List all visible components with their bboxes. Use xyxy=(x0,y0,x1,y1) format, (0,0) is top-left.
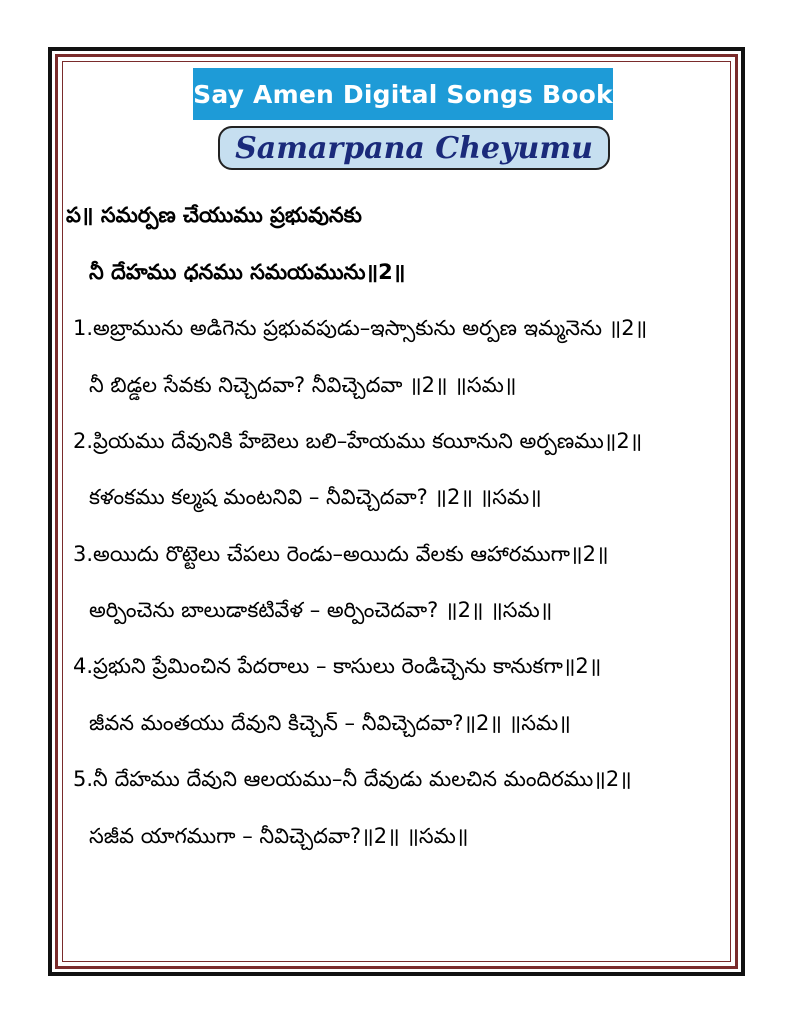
songs-book-banner: Say Amen Digital Songs Book xyxy=(193,68,613,120)
verse-3-line-1: 3.అయిదు రొట్టెలు చేపలు రెండు–అయిదు వేలకు ఆహారముగా॥2॥ xyxy=(73,542,609,566)
verse-5-line-1: 5.నీ దేహము దేవుని ఆలయము–నీ దేవుడు మలచిన మందిరము॥2॥ xyxy=(73,767,632,791)
verse-5-line-2: సజీవ యాగముగా – నీవిచ్చెదవా?॥2॥ ॥సమ॥ xyxy=(89,824,469,848)
verse-4-line-1: 4.ప్రభుని ప్రేమించిన పేదరాలు – కాసులు రెండిచ్చెను కానుకగా॥2॥ xyxy=(73,654,602,678)
verse-3-line-2: అర్పించెను బాలుడాకటివేళ – అర్పించెదవా? ॥2॥ ॥సమ॥ xyxy=(89,598,553,622)
song-title: Samarpana Cheyumu xyxy=(218,126,610,170)
verse-2-line-2: కళంకము కల్మష మంటనివి – నీవిచ్చెదవా? ॥2॥ ॥సమ॥ xyxy=(89,485,542,509)
verse-4-line-2: జీవన మంతయు దేవుని కిచ్చెన్ – నీవిచ్చెదవా?॥2॥ ॥సమ॥ xyxy=(89,711,571,735)
verse-1-line-2: నీ బిడ్డల సేవకు నిచ్చెదవా? నీవిచ్చెదవా ॥2॥ ॥సమ॥ xyxy=(89,373,517,397)
verse-2-line-1: 2.ప్రియము దేవునికి హేబెలు బలి–హేయము కయీనుని అర్పణము॥2॥ xyxy=(73,429,643,453)
verse-1-line-1: 1.అబ్రామును అడిగెను ప్రభువపుడు–ఇస్సాకును అర్పణ ఇమ్మనెను ॥2॥ xyxy=(73,316,648,340)
chorus-line-2: నీ దేహము ధనము సమయమును॥2॥ xyxy=(89,260,406,284)
chorus-line-1: ప॥ సమర్పణ చేయుము ప్రభువునకు xyxy=(66,203,362,227)
